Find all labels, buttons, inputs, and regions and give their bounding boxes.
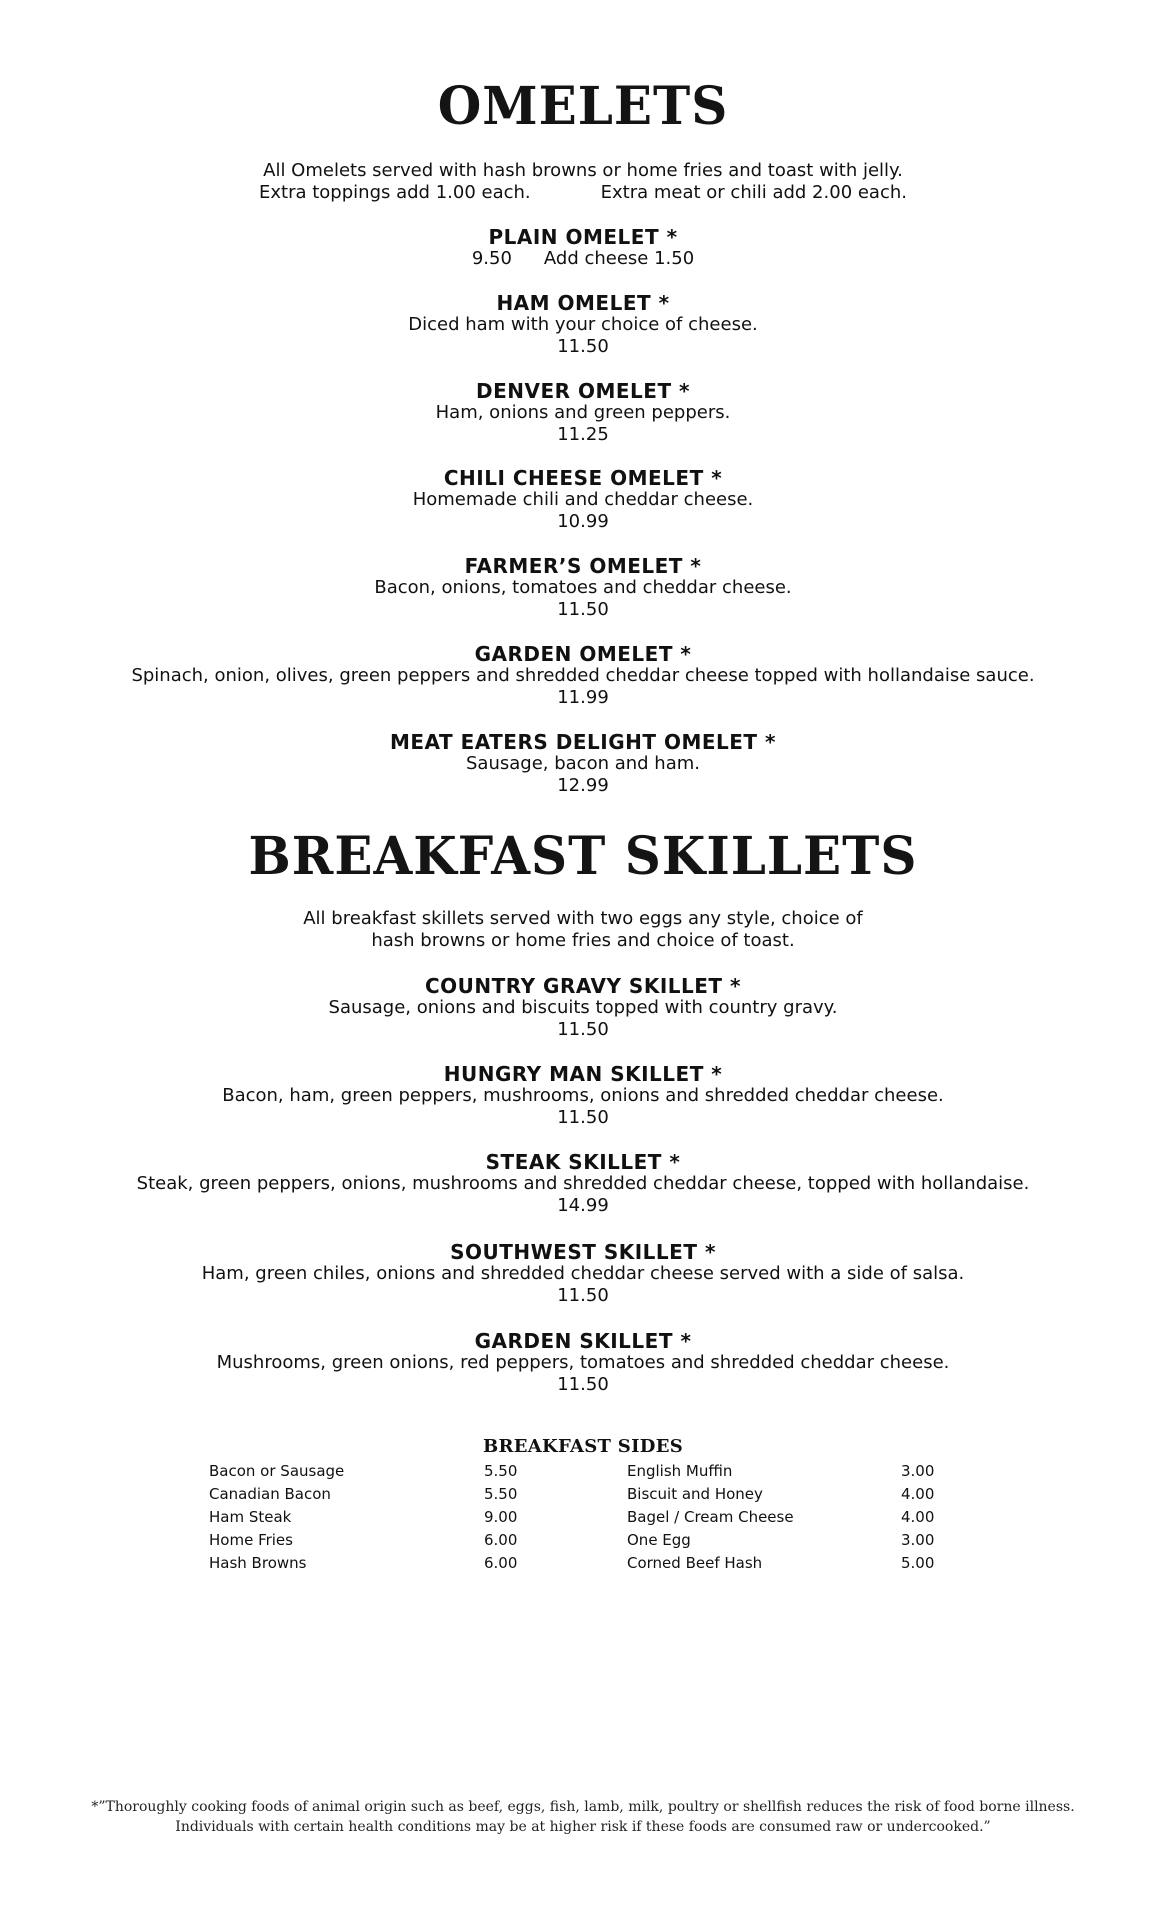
side-price: 3.00 (901, 1462, 935, 1480)
item-description: Ham, green chiles, onions and shredded cheddar cheese served with a side of salsa. (201, 1263, 965, 1284)
side-name: English Muffin (627, 1462, 733, 1480)
sides-row (209, 1485, 969, 1508)
item-price: 14.99 (557, 1195, 609, 1216)
side-name: Bagel / Cream Cheese (627, 1508, 794, 1526)
item-description: Steak, green peppers, onions, mushrooms and shredded cheddar cheese, topped with hollandaise. (136, 1173, 1030, 1194)
extra-meat-note: Extra meat or chili add 2.00 each. (600, 182, 907, 203)
menu-item-garden-omelet (0, 643, 1166, 709)
item-price: 11.50 (557, 1107, 609, 1128)
menu-item-hungry-man-skillet (0, 1063, 1166, 1129)
item-name: DENVER OMELET * (475, 379, 691, 403)
sides-row (209, 1531, 969, 1554)
side-name: Bacon or Sausage (209, 1462, 345, 1480)
side-price: 5.50 (484, 1485, 518, 1503)
item-description: Spinach, onion, olives, green peppers and shredded cheddar cheese topped with hollandaise sauce. (131, 665, 1035, 686)
side-price: 6.00 (484, 1554, 518, 1572)
item-name: CHILI CHEESE OMELET * (443, 466, 723, 490)
menu-item-southwest-skillet (0, 1241, 1166, 1307)
item-name: HUNGRY MAN SKILLET * (443, 1062, 723, 1086)
omelets-heading: OMELETS (437, 74, 729, 137)
add-cheese-note: Add cheese 1.50 (543, 248, 695, 269)
disclaimer-line-1: *”Thoroughly cooking foods of animal origin such as beef, eggs, fish, lamb, milk, poultry or shellfish reduces the risk of food borne illness. (91, 1799, 1075, 1815)
menu-item-denver-omelet (0, 380, 1166, 446)
side-name: Canadian Bacon (209, 1485, 331, 1503)
skillets-intro-line-2: hash browns or home fries and choice of toast. (371, 930, 795, 951)
item-price: 11.99 (557, 687, 609, 708)
item-description: Mushrooms, green onions, red peppers, tomatoes and shredded cheddar cheese. (216, 1352, 950, 1373)
item-description: Bacon, onions, tomatoes and cheddar cheese. (374, 577, 792, 598)
item-name: GARDEN SKILLET * (474, 1329, 692, 1353)
side-price: 4.00 (901, 1508, 935, 1526)
menu-item-ham-omelet (0, 292, 1166, 358)
item-price-line (0, 248, 1166, 270)
item-name: COUNTRY GRAVY SKILLET * (425, 974, 741, 998)
item-description: Diced ham with your choice of cheese. (408, 314, 758, 335)
omelets-intro-line-2 (0, 182, 1166, 204)
side-price: 6.00 (484, 1531, 518, 1549)
disclaimer-line-2: Individuals with certain health conditions may be at higher risk if these foods are consumed raw or undercooked.” (175, 1819, 991, 1835)
item-description: Sausage, bacon and ham. (466, 753, 700, 774)
item-price: 11.50 (557, 1285, 609, 1306)
menu-item-meat-eaters-delight-omelet (0, 731, 1166, 797)
item-name: MEAT EATERS DELIGHT OMELET * (389, 730, 776, 754)
side-name: Home Fries (209, 1531, 293, 1549)
sides-row (209, 1508, 969, 1531)
food-safety-disclaimer (0, 1797, 1166, 1837)
item-name: SOUTHWEST SKILLET * (450, 1240, 716, 1264)
breakfast-sides-table (209, 1462, 969, 1577)
sides-row (209, 1462, 969, 1485)
side-price: 5.00 (901, 1554, 935, 1572)
side-price: 9.00 (484, 1508, 518, 1526)
item-price: 11.50 (557, 1019, 609, 1040)
item-name: STEAK SKILLET * (485, 1150, 681, 1174)
breakfast-skillets-heading: BREAKFAST SKILLETS (248, 824, 918, 887)
item-name: HAM OMELET * (496, 291, 670, 315)
item-price: 11.50 (557, 1374, 609, 1395)
menu-item-farmers-omelet (0, 555, 1166, 621)
item-price: 11.25 (557, 424, 609, 445)
item-description: Bacon, ham, green peppers, mushrooms, onions and shredded cheddar cheese. (222, 1085, 944, 1106)
side-name: Corned Beef Hash (627, 1554, 763, 1572)
side-name: One Egg (627, 1531, 691, 1549)
breakfast-sides-heading: BREAKFAST SIDES (482, 1436, 684, 1457)
sides-row (209, 1554, 969, 1577)
side-price: 4.00 (901, 1485, 935, 1503)
skillets-intro-line-1: All breakfast skillets served with two eggs any style, choice of (303, 908, 863, 929)
extra-toppings-note: Extra toppings add 1.00 each. (259, 182, 531, 203)
item-price: 9.50 (471, 248, 512, 269)
item-name: PLAIN OMELET * (488, 225, 678, 249)
item-price: 10.99 (557, 511, 609, 532)
side-name: Biscuit and Honey (627, 1485, 763, 1503)
menu-item-plain-omelet (0, 226, 1166, 270)
item-description: Homemade chili and cheddar cheese. (412, 489, 754, 510)
side-price: 5.50 (484, 1462, 518, 1480)
side-name: Ham Steak (209, 1508, 292, 1526)
omelets-intro (0, 160, 1166, 204)
omelets-intro-line-1: All Omelets served with hash browns or home fries and toast with jelly. (263, 160, 903, 181)
item-price: 12.99 (557, 775, 609, 796)
menu-item-steak-skillet (0, 1151, 1166, 1217)
item-description: Sausage, onions and biscuits topped with country gravy. (328, 997, 838, 1018)
item-name: GARDEN OMELET * (474, 642, 692, 666)
item-price: 11.50 (557, 599, 609, 620)
item-description: Ham, onions and green peppers. (435, 402, 731, 423)
menu-item-garden-skillet (0, 1330, 1166, 1396)
menu-item-chili-cheese-omelet (0, 467, 1166, 533)
menu-item-country-gravy-skillet (0, 975, 1166, 1041)
side-name: Hash Browns (209, 1554, 307, 1572)
side-price: 3.00 (901, 1531, 935, 1549)
item-price: 11.50 (557, 336, 609, 357)
item-name: FARMER’S OMELET * (464, 554, 702, 578)
skillets-intro (0, 908, 1166, 952)
